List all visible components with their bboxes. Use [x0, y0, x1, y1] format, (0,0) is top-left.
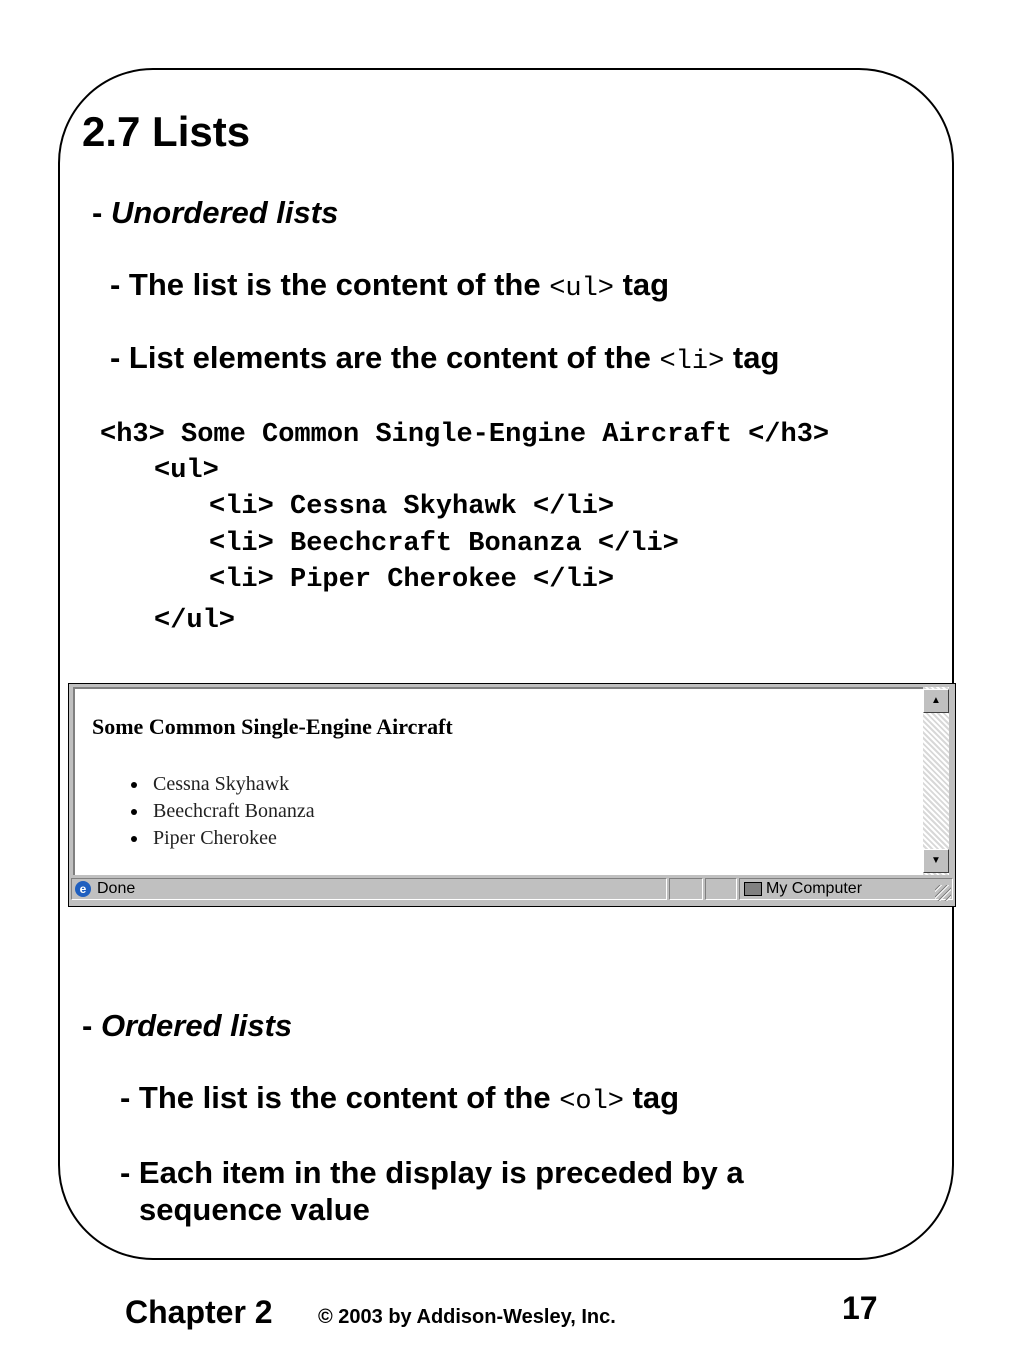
list-item-text: Cessna Skyhawk: [153, 773, 290, 795]
ordered-heading-text: Ordered lists: [100, 1008, 293, 1043]
ordered-point-2-line-2: sequence value: [139, 1192, 370, 1227]
computer-icon: [744, 882, 762, 896]
ordered-point-1: [120, 1080, 679, 1120]
code-line-2: <ul>: [154, 456, 219, 486]
rendered-heading: Some Common Single-Engine Aircraft: [92, 714, 453, 739]
ordered-point-2-line-1: - Each item in the display is preceded by a: [120, 1155, 744, 1190]
zone-text: My Computer: [766, 880, 863, 897]
vertical-scrollbar[interactable]: [923, 687, 949, 875]
footer-copyright: © 2003 by Addison-Wesley, Inc.: [318, 1306, 616, 1328]
point-text: tag: [724, 340, 780, 375]
ordered-heading: [82, 1008, 292, 1044]
code-line-3: <li> Cessna Skyhawk </li>: [209, 492, 615, 522]
point-text: - The list is the content of the: [110, 267, 550, 302]
scroll-down-button[interactable]: ▼: [923, 849, 949, 873]
ie-page-icon: e: [75, 881, 91, 897]
scroll-up-button[interactable]: ▲: [923, 689, 949, 713]
bullet-dot: [131, 782, 137, 788]
list-item: [125, 798, 315, 825]
code-line-4: <li> Beechcraft Bonanza </li>: [209, 529, 679, 559]
bullet-dot: [131, 809, 137, 815]
point-text: tag: [614, 267, 670, 302]
unordered-heading: [92, 195, 338, 231]
resize-grip-icon[interactable]: [935, 885, 951, 901]
slide-title: 2.7 Lists: [82, 108, 251, 155]
list-item: [125, 825, 315, 852]
unordered-point-2: [110, 340, 779, 380]
status-cell-empty: [669, 878, 703, 900]
unordered-heading-text: Unordered lists: [110, 195, 339, 230]
unordered-point-1: [110, 267, 669, 307]
status-cell-zone: [739, 878, 953, 900]
footer-chapter: Chapter 2: [125, 1294, 273, 1330]
li-tag: <li>: [659, 347, 725, 377]
browser-screenshot: [68, 683, 956, 907]
ul-tag: <ul>: [549, 274, 614, 304]
point-text: - The list is the content of the: [120, 1080, 560, 1115]
status-bar: [71, 877, 953, 903]
rendered-list: [125, 771, 315, 852]
point-text: - List elements are the content of the: [110, 340, 660, 375]
list-item: [125, 771, 315, 798]
status-cell-main: [71, 878, 667, 900]
ordered-dash: -: [82, 1008, 101, 1043]
code-line-6: </ul>: [154, 606, 236, 636]
point-text: tag: [624, 1080, 680, 1115]
list-item-text: Piper Cherokee: [153, 827, 277, 849]
unordered-dash: -: [92, 195, 111, 230]
bullet-dot: [131, 836, 137, 842]
browser-viewport: [73, 687, 923, 875]
code-line-1: <h3> Some Common Single-Engine Aircraft </h3>: [100, 420, 830, 450]
status-cell-empty: [705, 878, 737, 900]
status-text: Done: [97, 880, 136, 897]
list-item-text: Beechcraft Bonanza: [153, 800, 315, 822]
page-number: 17: [842, 1290, 878, 1326]
ol-tag: <ol>: [559, 1087, 624, 1117]
code-line-5: <li> Piper Cherokee </li>: [209, 565, 615, 595]
